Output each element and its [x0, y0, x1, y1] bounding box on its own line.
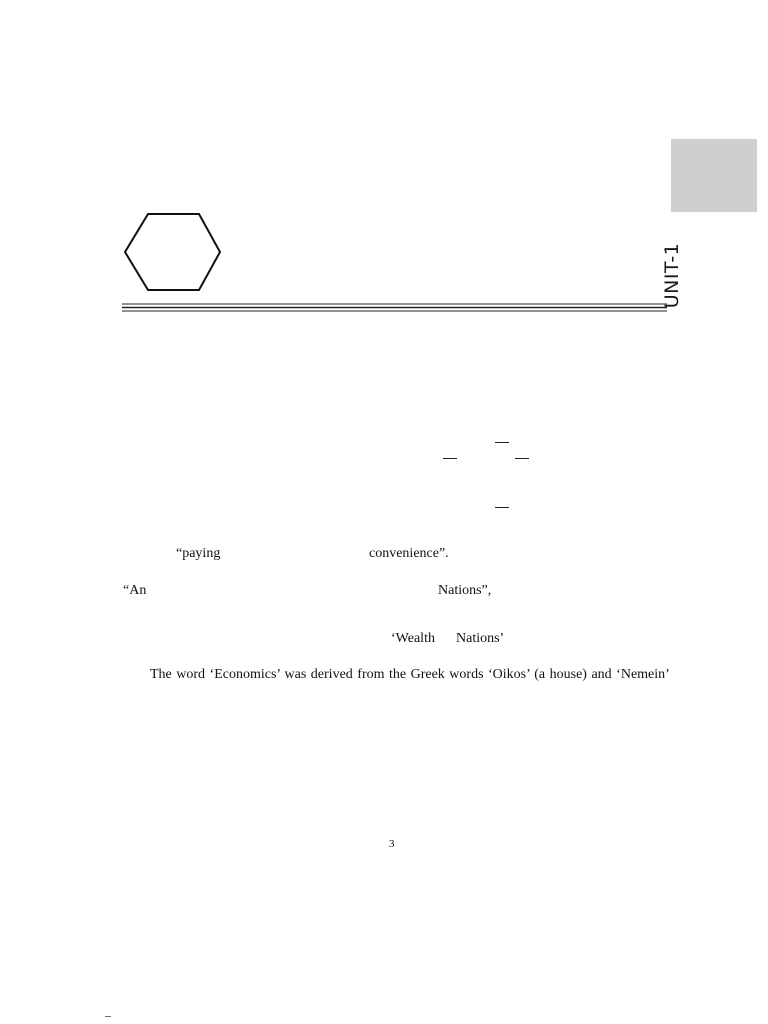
footer-mark: –: [105, 1008, 111, 1022]
text-fragment: convenience”.: [369, 546, 449, 561]
unit-tab: [661, 139, 757, 309]
text-fragment: Nations’: [456, 631, 505, 646]
dash-mark: [515, 458, 529, 459]
body-sentence: The word ‘Economics’ was derived from the Greek words ‘Oikos’ (a house) and ‘Nemein’: [150, 667, 670, 682]
text-fragment: ‘Wealth: [391, 631, 435, 646]
hexagon-icon: [123, 212, 223, 292]
text-fragment: “An: [123, 583, 147, 598]
dash-mark: [495, 442, 509, 443]
text-fragment: Nations”,: [438, 583, 492, 598]
unit-label: UNIT-1: [661, 242, 683, 309]
dash-mark: [443, 458, 457, 459]
text-fragment: “paying: [176, 546, 221, 561]
dash-mark: [495, 507, 509, 508]
title-divider: [122, 303, 667, 313]
page-number: 3: [389, 838, 395, 850]
